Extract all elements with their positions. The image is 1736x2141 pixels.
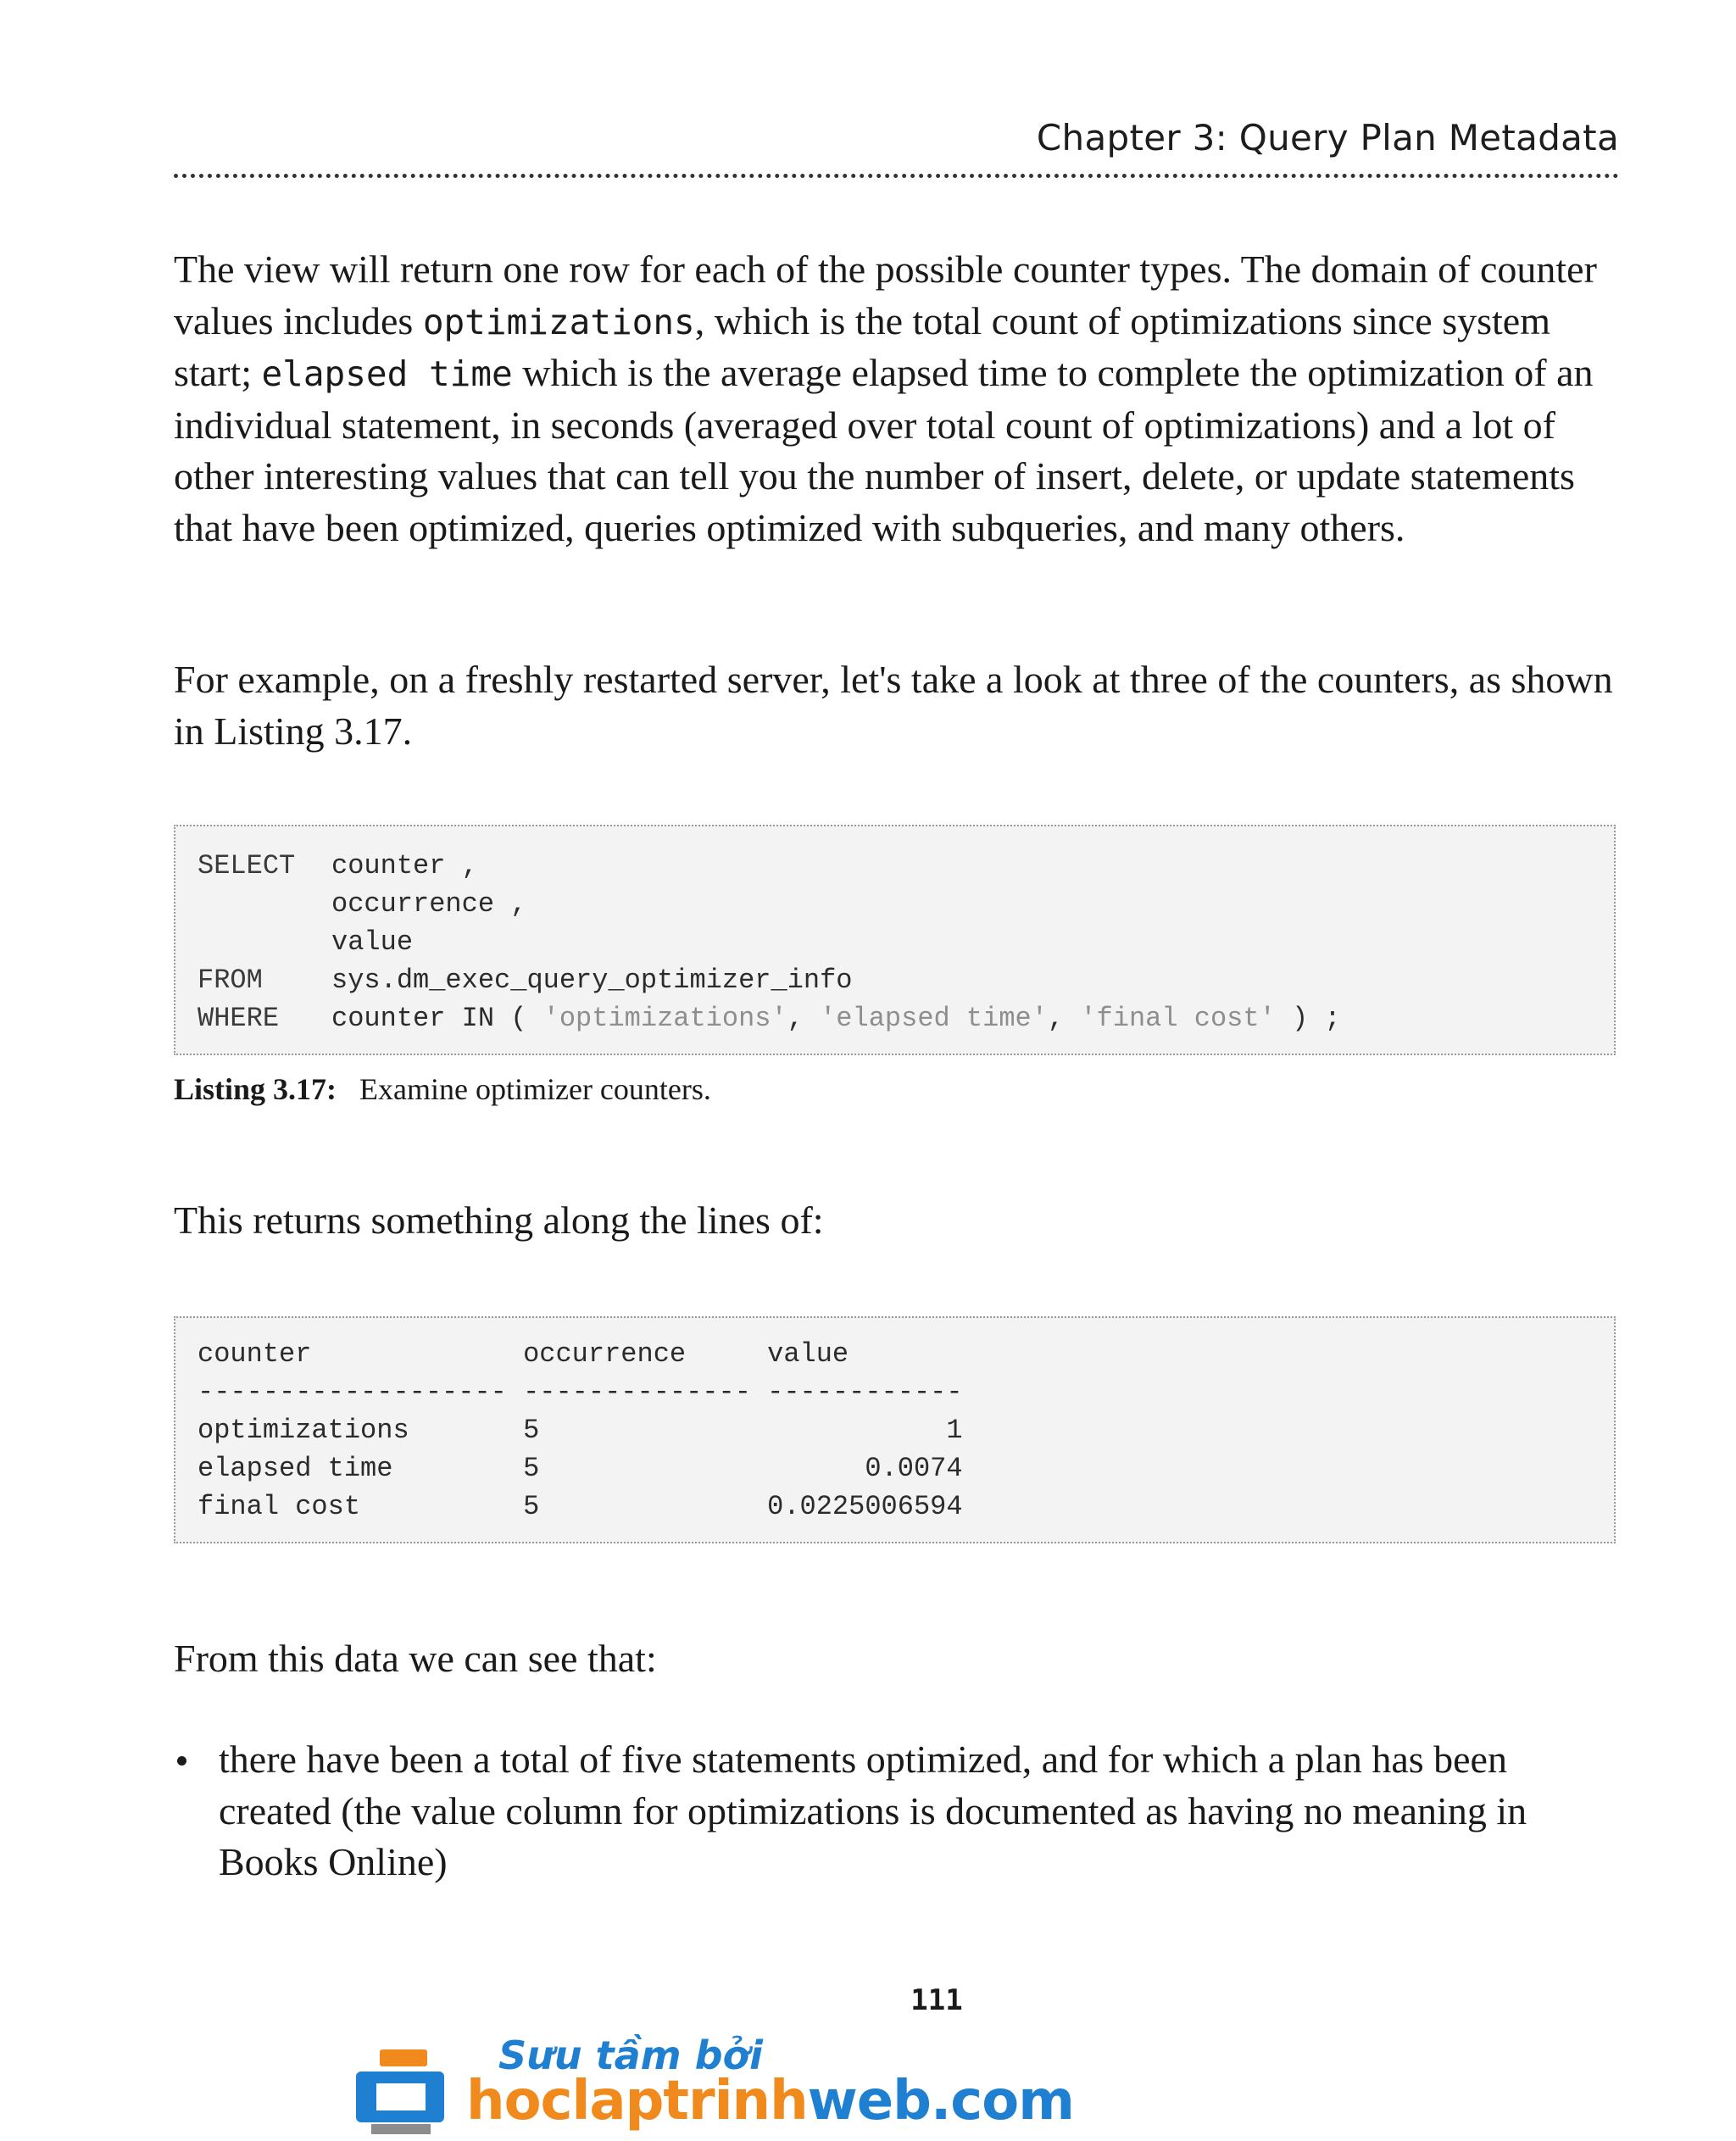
page-number: 111 xyxy=(910,1983,963,2017)
list-item-text: there have been a total of five statements optimized, and for which a plan has been created (the value column for optimizations is documented as having no meaning in Books Online) xyxy=(219,1738,1527,1883)
findings-list xyxy=(174,1734,1619,1888)
bullet-icon xyxy=(177,1756,186,1766)
code-line-5 xyxy=(198,999,1341,1037)
para1-text-3: which is the average elapsed time to complete the optimization of an individual statement, in seconds (averaged over total count of optimizations) and a lot of other interesting values that can tell you the number of insert, delete, or update statements that have been optimized, queries optimized with subqueries, and many others. xyxy=(174,351,1594,549)
code-listing-3-17 xyxy=(174,825,1616,1055)
listing-caption xyxy=(174,1071,711,1107)
code-string-final-cost: 'final cost' xyxy=(1080,1003,1276,1034)
paragraph-returns: This returns something along the lines of: xyxy=(174,1198,824,1242)
book-page xyxy=(174,0,1619,2141)
watermark-caption: Sưu tầm bởi xyxy=(498,2033,763,2078)
code-elapsed-time: elapsed time xyxy=(261,353,513,394)
result-header: counter occurrence value xyxy=(198,1338,849,1370)
watermark-site-part2: web.com xyxy=(807,2070,1074,2133)
code-rest: counter , xyxy=(331,850,478,881)
result-row: elapsed time 5 0.0074 xyxy=(198,1453,963,1484)
code-keyword: FROM xyxy=(198,965,263,996)
caption-text: Examine optimizer counters. xyxy=(359,1072,711,1106)
code-where-clause xyxy=(331,999,1341,1037)
caption-label: Listing 3.17: xyxy=(174,1072,337,1106)
code-sep: , xyxy=(1047,1003,1081,1034)
code-optimizations: optimizations xyxy=(422,301,695,342)
paragraph-from-data: From this data we can see that: xyxy=(174,1637,657,1680)
result-output-box xyxy=(174,1316,1616,1543)
para1-text-2: , which is the total count of optimizations since system start; xyxy=(174,298,1551,394)
watermark xyxy=(356,2033,1119,2141)
watermark-site-part1: hoclaptrinh xyxy=(466,2070,808,2133)
paragraph-example-intro: For example, on a freshly restarted server, let's take a look at three of the counters, as shown in Listing 3.17. xyxy=(174,658,1613,753)
chapter-header: Chapter 3: Query Plan Metadata xyxy=(1036,117,1619,158)
code-sep: , xyxy=(787,1003,821,1034)
code-line-1 xyxy=(198,847,478,885)
code-keyword: WHERE xyxy=(198,1003,280,1034)
code-rest: occurrence , xyxy=(331,888,527,920)
code-string-elapsed-time: 'elapsed time' xyxy=(820,1003,1048,1034)
code-where-pre: counter IN ( xyxy=(331,1003,543,1034)
code-keyword: SELECT xyxy=(198,850,296,881)
header-divider xyxy=(174,174,1619,178)
monitor-logo-icon xyxy=(356,2049,449,2134)
code-rest: value xyxy=(331,926,414,958)
list-item xyxy=(174,1734,1619,1888)
code-rest: sys.dm_exec_query_optimizer_info xyxy=(331,965,853,996)
result-rule: ------------------- -------------- ------------ xyxy=(198,1376,963,1408)
code-string-optimizations: 'optimizations' xyxy=(542,1003,787,1034)
result-row: optimizations 5 1 xyxy=(198,1415,963,1446)
para1-text-1: The view will return one row for each of the possible counter types. The domain of counter values includes xyxy=(174,247,1597,342)
paragraph-counter-types xyxy=(174,244,1619,553)
result-row: final cost 5 0.0225006594 xyxy=(198,1491,963,1522)
code-line-4 xyxy=(198,961,853,999)
code-where-post: ) ; xyxy=(1275,1003,1341,1034)
watermark-site xyxy=(466,2070,1074,2133)
